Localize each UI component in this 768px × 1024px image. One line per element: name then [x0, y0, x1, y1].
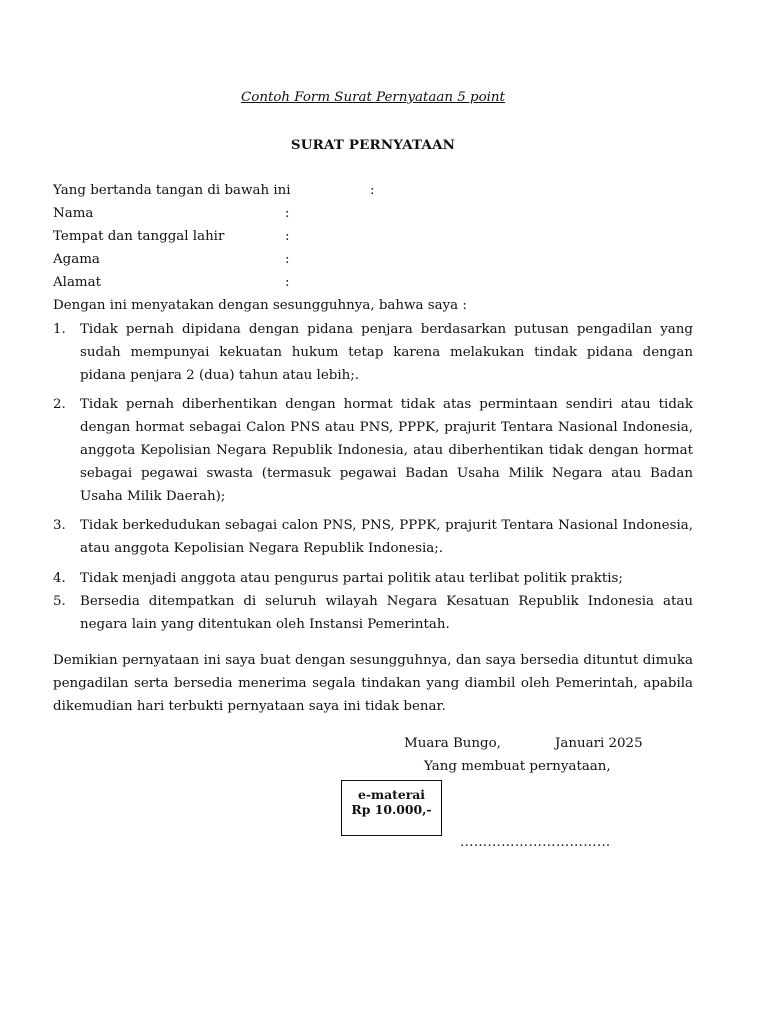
- field-label: Nama: [53, 206, 94, 221]
- list-item-text: Tidak pernah diberhentikan dengan hormat tidak atas permintaan sendiri atau tidak dengan hormat sebagai Calon PNS atau PNS, PPPK, prajurit Tentara Nasional Indonesia, anggota Kepolisian Negara Republik Indonesia, atau diberhentikan tidak dengan hormat sebagai pegawai swasta (termasuk pegawai Badan Usaha Milik Negara atau Badan Usaha Milik Daerah);: [80, 397, 693, 504]
- field-colon: :: [285, 252, 290, 267]
- signature-line: ……………………………: [460, 835, 611, 850]
- field-colon: :: [285, 206, 290, 221]
- field-label: Yang bertanda tangan di bawah ini: [53, 183, 291, 198]
- field-label: Tempat dan tanggal lahir: [53, 229, 225, 244]
- list-item-number: 3.: [53, 518, 66, 533]
- list-item-text: Tidak pernah dipidana dengan pidana penjara berdasarkan putusan pengadilan yang sudah mempunyai kekuatan hukum tetap karena melakukan tindak pidana dengan pidana penjara 2 (dua) tahun atau lebih;.: [80, 322, 693, 383]
- place-date: [404, 734, 643, 754]
- e-materai-stamp-box: [341, 780, 442, 836]
- place-label: Muara Bungo,: [404, 736, 501, 751]
- list-item-number: 5.: [53, 594, 66, 609]
- field-tempat-tanggal-lahir: [53, 227, 290, 247]
- list-item-number: 2.: [53, 397, 66, 412]
- list-item-text: Tidak berkedudukan sebagai calon PNS, PNS, PPPK, prajurit Tentara Nasional Indonesia, atau anggota Kepolisian Negara Republik Indonesia;.: [80, 518, 693, 556]
- list-item-text: Bersedia ditempatkan di seluruh wilayah Negara Kesatuan Republik Indonesia atau negara lain yang ditentukan oleh Instansi Pemerintah.: [80, 594, 693, 632]
- field-label: Agama: [53, 252, 100, 267]
- field-nama: [53, 204, 290, 224]
- field-colon: :: [370, 183, 375, 198]
- document-caption: Contoh Form Surat Pernyataan 5 point: [241, 90, 505, 105]
- field-signatory: [53, 181, 375, 201]
- statement-intro: Dengan ini menyatakan dengan sesungguhnya, bahwa saya :: [53, 298, 467, 313]
- list-item-number: 4.: [53, 571, 66, 586]
- field-colon: :: [285, 229, 290, 244]
- document-title: SURAT PERNYATAAN: [290, 137, 456, 153]
- field-agama: [53, 250, 290, 270]
- stamp-label: e-materai: [357, 787, 426, 802]
- list-item-text: Tidak menjadi anggota atau pengurus partai politik atau terlibat politik praktis;: [80, 571, 623, 586]
- stamp-amount: Rp 10.000,-: [351, 802, 432, 817]
- list-item-number: 1.: [53, 322, 66, 337]
- closing-paragraph: Demikian pernyataan ini saya buat dengan sesungguhnya, dan saya bersedia dituntut dimuka pengadilan serta bersedia menerima segala tindakan yang diambil oleh Pemerintah, apabila dikemudian hari terbukti pernyataan saya ini tidak benar.: [53, 653, 693, 714]
- field-colon: :: [285, 275, 290, 290]
- date-label: Januari 2025: [555, 736, 643, 751]
- signer-label: Yang membuat pernyataan,: [424, 759, 611, 774]
- field-alamat: [53, 273, 290, 293]
- field-label: Alamat: [53, 275, 101, 290]
